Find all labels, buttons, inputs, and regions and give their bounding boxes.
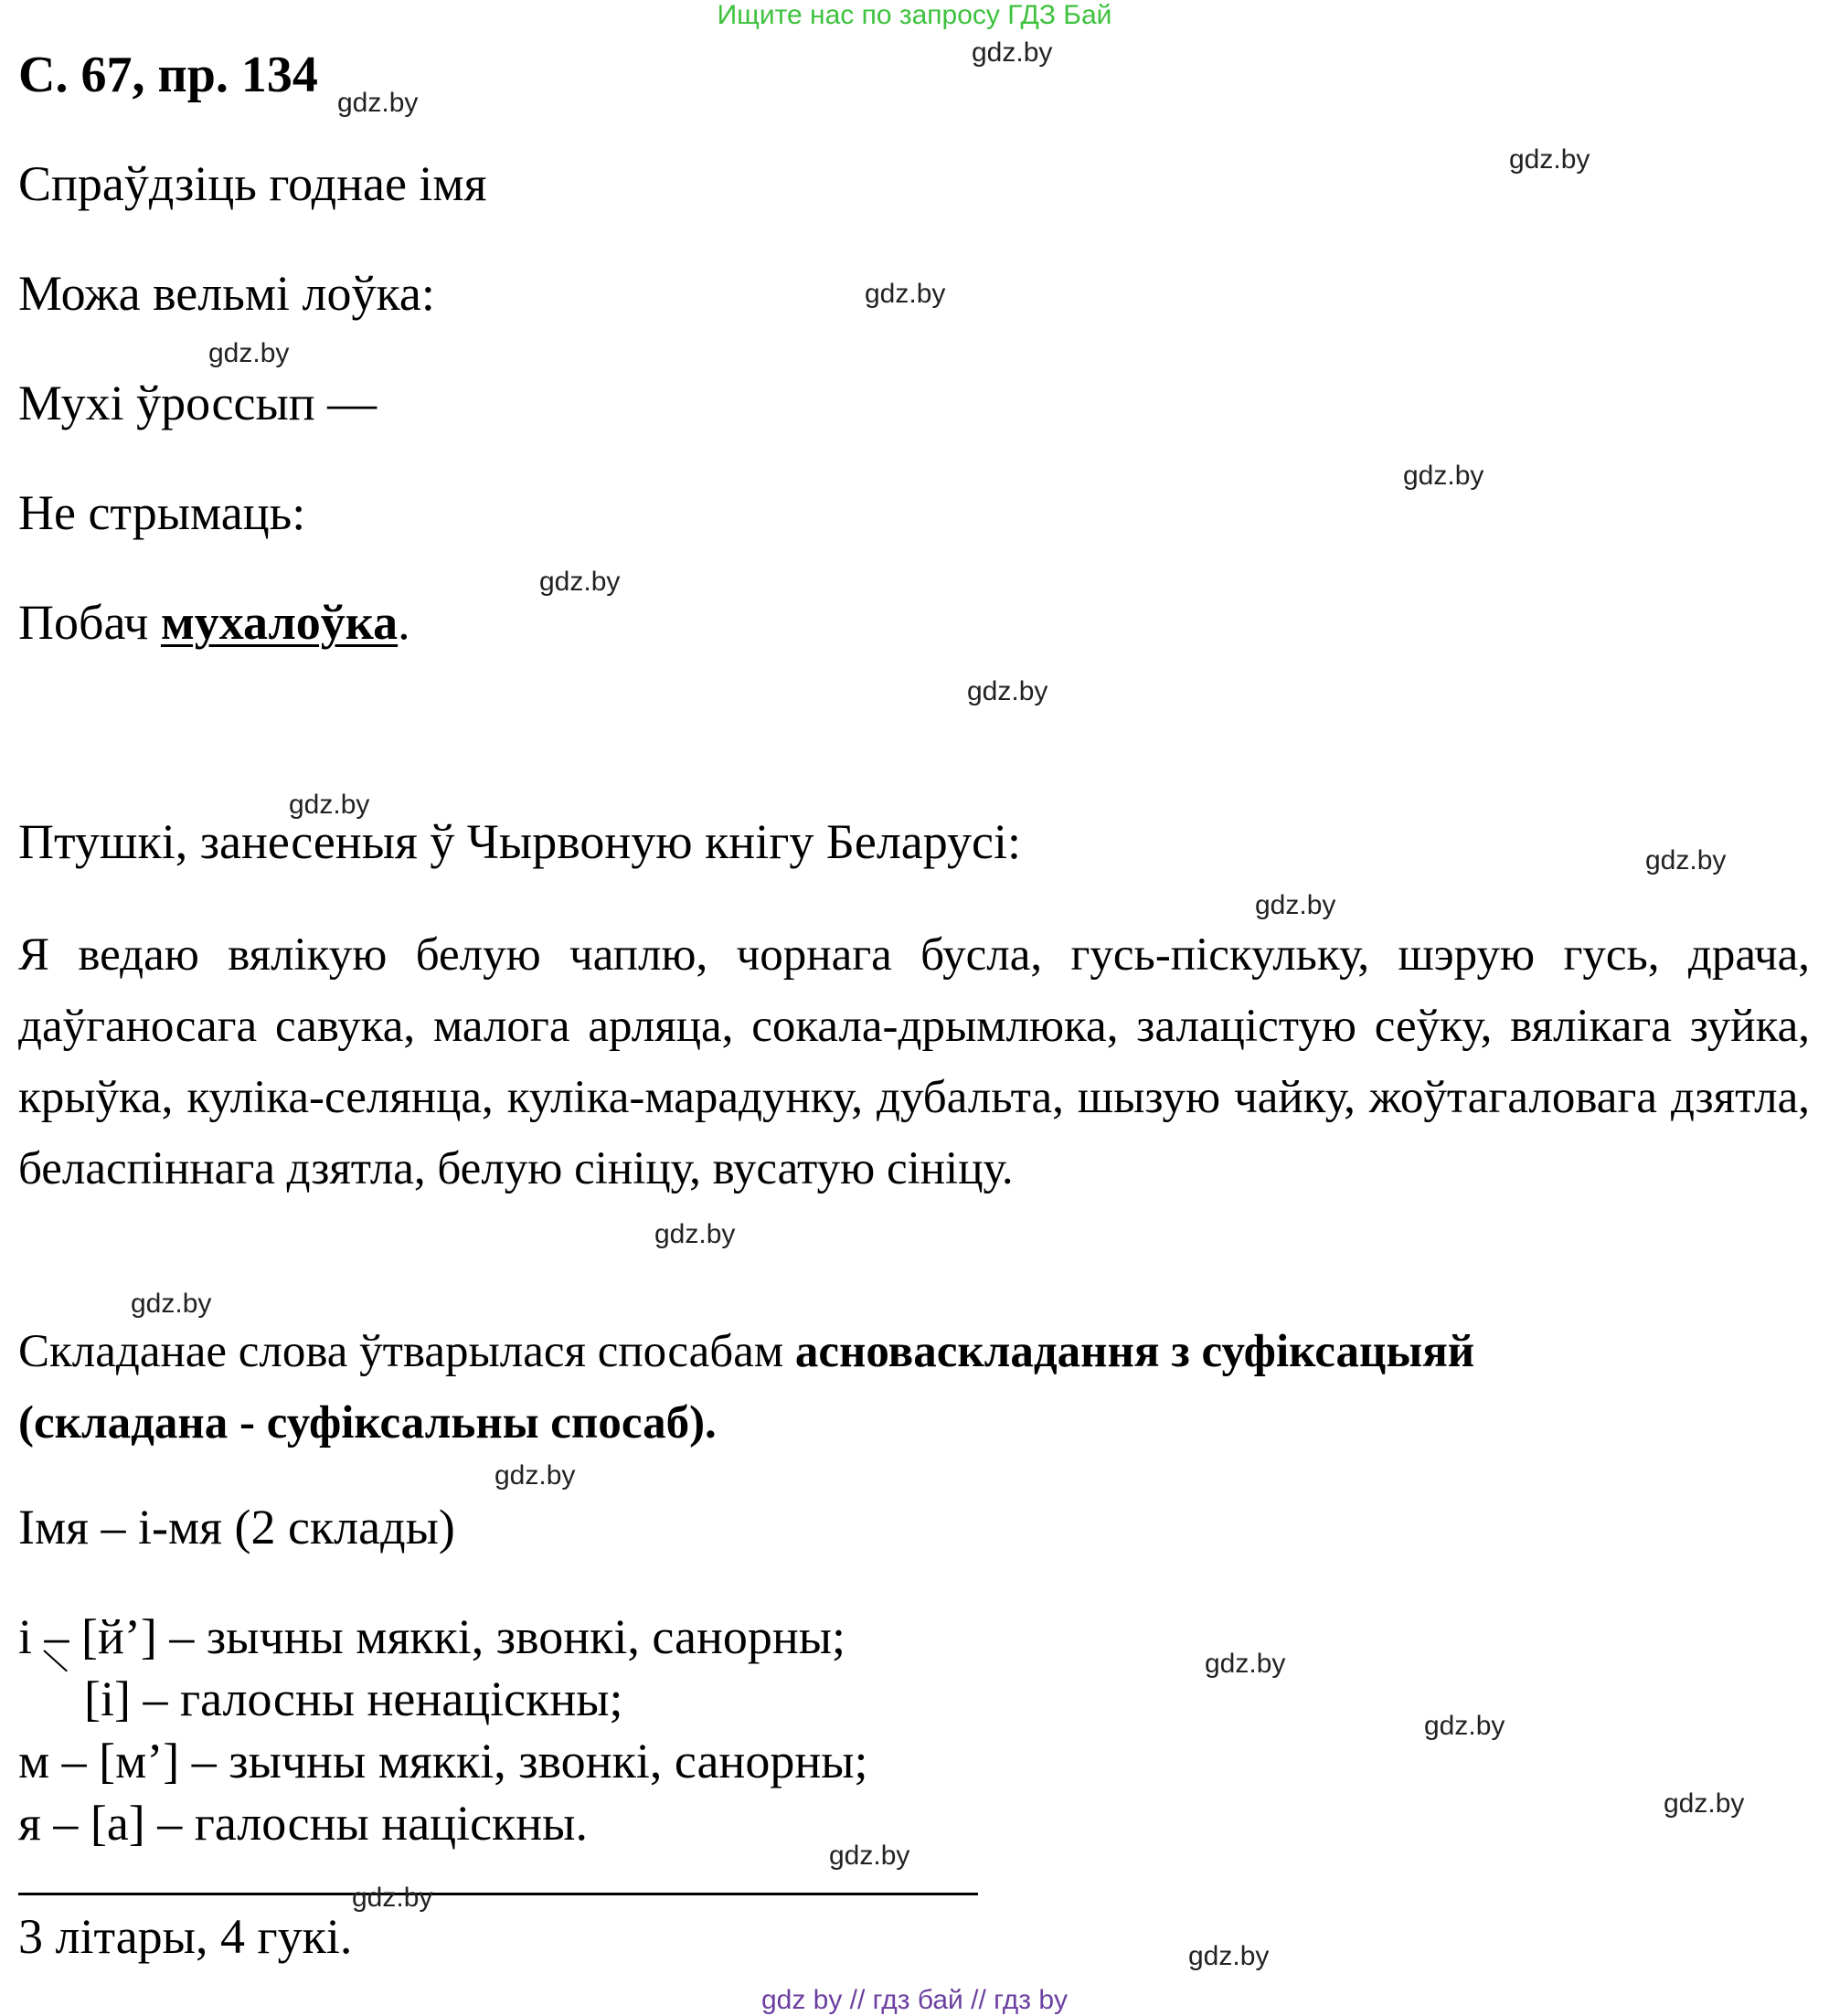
watermark: gdz.by <box>654 1219 736 1249</box>
watermark: gdz.by <box>494 1460 576 1491</box>
poem-line-3: Мухі ўроссып — <box>18 376 377 430</box>
formation-method: асноваскладання з суфіксацыяй <box>794 1326 1475 1377</box>
footer-links[interactable]: gdz by // гдз бай // гдз by <box>760 1985 1069 2015</box>
phonetic-line-3: м – [м’] – зычны мяккі, звонкі, санорны; <box>18 1734 868 1788</box>
phonetic-line-4: я – [а] – галосны націскны. <box>18 1796 588 1851</box>
watermark: gdz.by <box>1255 890 1336 920</box>
watermark: gdz.by <box>967 676 1048 706</box>
watermark: gdz.by <box>1205 1649 1286 1679</box>
page-title: С. 67, пр. 134 <box>18 47 318 103</box>
phonetic-line-1: і – [й’] – зычны мяккі, звонкі, санорны; <box>18 1609 846 1664</box>
watermark: gdz.by <box>131 1289 212 1319</box>
poem-line-5-suffix: . <box>398 595 410 650</box>
watermark: gdz.by <box>829 1841 910 1871</box>
watermark: gdz.by <box>1509 144 1590 175</box>
watermark: gdz.by <box>1403 461 1484 491</box>
poem-line-2: Можа вельмі лоўка: <box>18 266 435 321</box>
poem-line-5 <box>18 594 410 651</box>
poem-line-1: Спраўдзіць годнае імя <box>18 156 487 211</box>
watermark: gdz.by <box>208 338 290 368</box>
watermark: gdz.by <box>1664 1788 1745 1819</box>
poem-line-5-prefix: Побач <box>18 595 161 650</box>
formation-method-tail: (складана - суфіксальны спосаб). <box>18 1397 717 1448</box>
phonetic-line-2: [і] – галосны ненаціскны; <box>84 1671 623 1726</box>
watermark: gdz.by <box>1188 1941 1270 1971</box>
formation-paragraph <box>18 1316 1810 1459</box>
poem-line-4: Не стрымаць: <box>18 485 306 540</box>
watermark: gdz.by <box>1424 1711 1505 1741</box>
watermark: gdz.by <box>289 790 370 820</box>
syllables-line: Імя – і-мя (2 склады) <box>18 1500 455 1554</box>
watermark: gdz.by <box>352 1883 433 1913</box>
riddle-answer: мухалоўка <box>160 595 399 650</box>
formation-prefix: Складанае слова ўтварылася спосабам <box>18 1326 795 1377</box>
watermark: gdz.by <box>972 37 1053 68</box>
birds-list: Я ведаю вялікую белую чаплю, чорнага бусла, гусь-піскульку, шэрую гусь, драча, даўганосага савука, малога арляца, сокала-дрымлюка, залацістую сеўку, вялікага зуйка, крыўка, куліка-селянца, куліка-марадунку, дубальта, шызую чайку, жоўтагаловага дзятла, беласпіннага дзятла, белую сініцу, вусатую сініцу. <box>18 929 1810 1194</box>
watermark: gdz.by <box>1645 845 1727 875</box>
watermark: gdz.by <box>337 88 419 118</box>
top-banner[interactable]: Ищите нас по запросу ГДЗ Бай <box>717 0 1112 30</box>
watermark: gdz.by <box>539 567 621 597</box>
birds-intro: Птушкі, занесеныя ў Чырвоную кнігу Беларусі: <box>18 814 1022 869</box>
watermark: gdz.by <box>865 279 946 309</box>
summary-line: 3 літары, 4 гукі. <box>18 1909 353 1964</box>
divider-line <box>18 1893 978 1895</box>
